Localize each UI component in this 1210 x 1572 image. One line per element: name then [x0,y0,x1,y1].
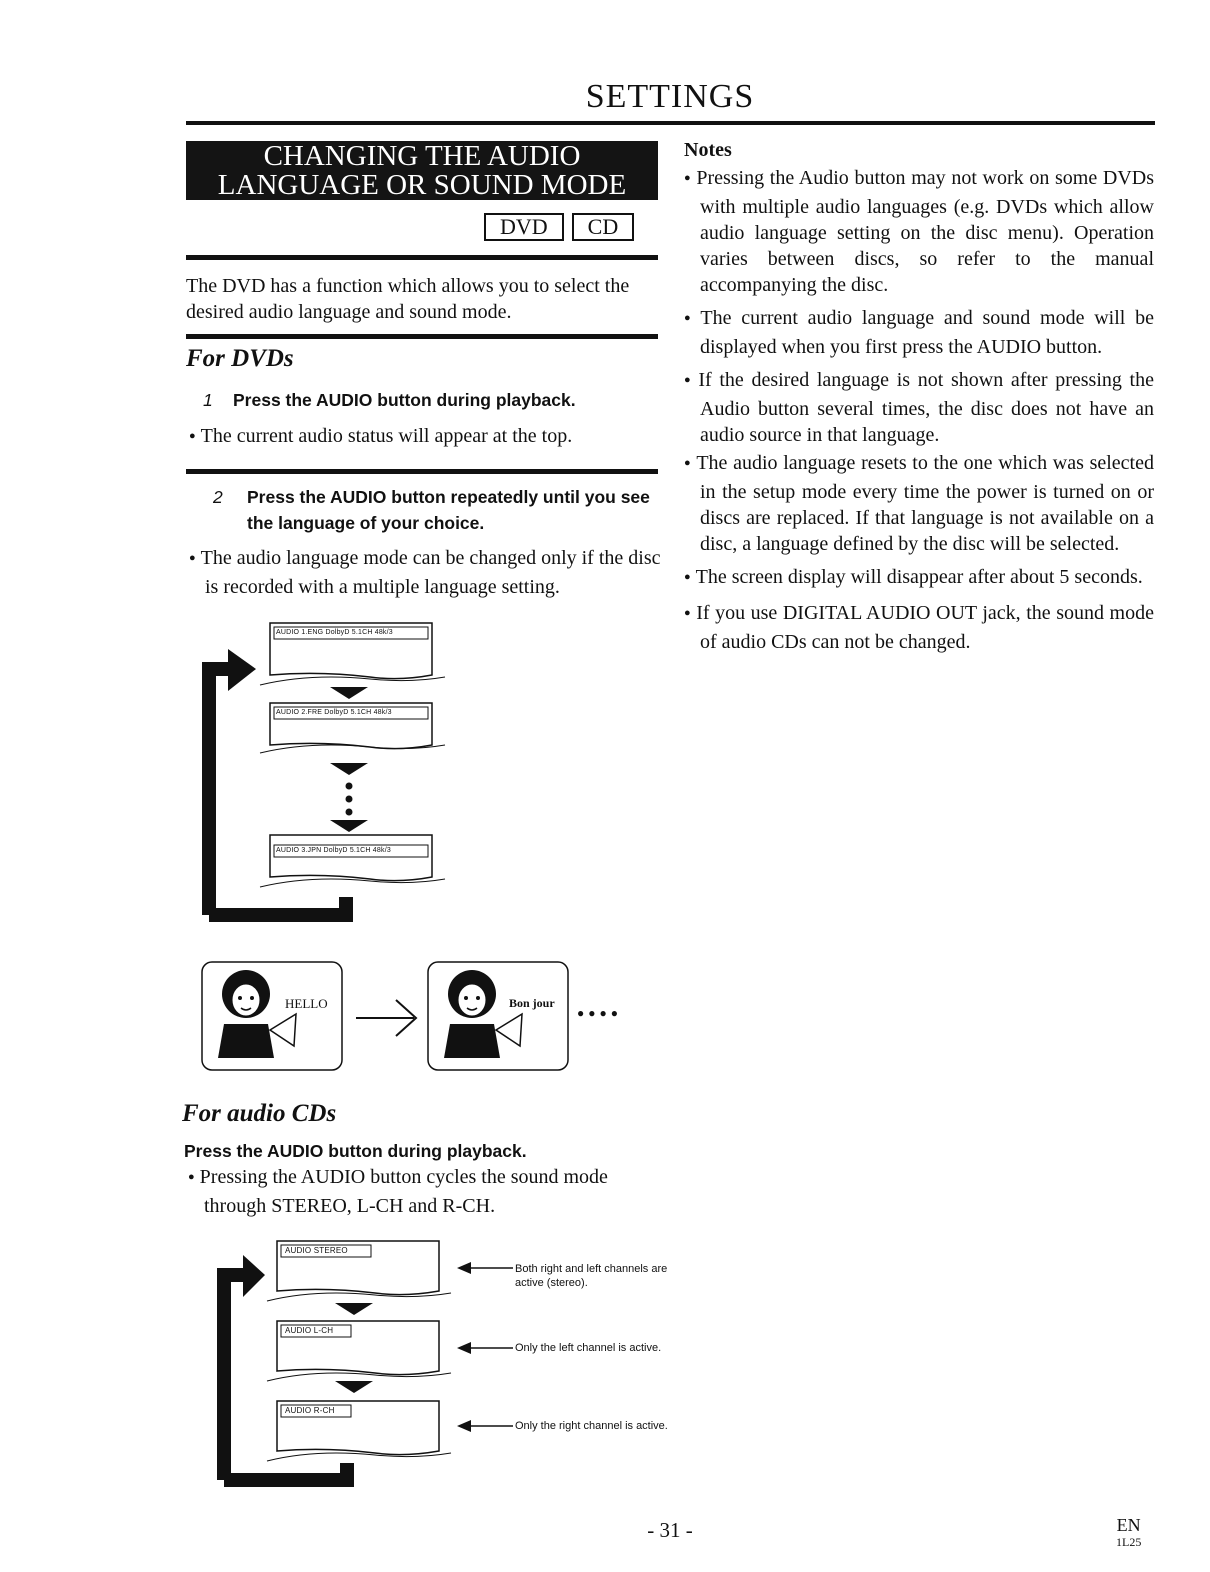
continuation-dot [346,783,353,790]
step-2-number: 2 [213,487,223,507]
ellipsis-dots: ●●●● [577,1006,622,1020]
page-title: SETTINGS [585,78,755,115]
banner-line-1: CHANGING THE AUDIO [263,140,581,172]
dvd-audio-cycle-diagram [200,615,460,935]
note-item: ● The screen display will disappear after about 5 seconds. [684,564,1154,593]
down-arrow-icon [335,1303,373,1315]
loop-line [224,1463,347,1480]
step-1-number: 1 [203,390,213,410]
loop-line [224,1275,243,1480]
callout-arrows [455,1258,515,1438]
intro-text: The DVD has a function which allows you to select the desired audio language and sound mode. [186,275,630,323]
cds-heading: For audio CDs [182,1100,337,1127]
footer-lang-code [1116,1517,1141,1551]
cd-bullet: ● Pressing the AUDIO button cycles the sound mode through STEREO, L-CH and R-CH. [188,1164,674,1219]
continuation-dot [346,809,353,816]
callout-lch: Only the left channel is active. [515,1342,662,1354]
step-2-text: Press the AUDIO button repeatedly until you see the language of your choice. [247,487,650,533]
down-arrow-icon [330,763,368,775]
note-item: ● The current audio language and sound mode will be displayed when you first press the AUDIO button. [684,305,1154,360]
cd-step-text: Press the AUDIO button during playback. [184,1141,527,1161]
header-rule [186,121,1155,125]
left-arrow-icon [457,1262,513,1274]
dvds-heading: For DVDs [186,345,294,372]
osd-screen [260,835,445,887]
note-item: ● Pressing the Audio button may not work on some DVDs with multiple audio languages (e.g. DVDs which allow audio language setting on the disc menu). Operation varies between discs, so refer to the manual accompanying the disc. [684,165,1154,298]
speech-text-hello: HELLO [285,996,328,1011]
dvd-badge: DVD [484,213,564,241]
continuation-dot [346,796,353,803]
down-arrow-icon [335,1381,373,1393]
speech-text-bonjour: Bon jour [509,996,555,1010]
section-divider [186,334,658,339]
step-2-bullet: ● The audio language mode can be changed only if the disc is recorded with a multiple language setting. [189,545,677,600]
osd-text: AUDIO R-CH [285,1406,335,1415]
note-item: ● If the desired language is not shown after pressing the Audio button several times, the disc does not have an audio source in that language. [684,367,1154,448]
osd-text: AUDIO STEREO [285,1246,348,1255]
down-arrow-icon [330,687,368,699]
language-label: EN [1116,1515,1141,1535]
section-banner [186,141,658,200]
osd-text: AUDIO 1.ENG DolbyD 5.1CH 48k/3 [276,629,393,636]
cd-sound-mode-diagram [215,1235,455,1495]
cd-badge: CD [572,213,635,241]
page-number: - 31 - [647,1518,693,1542]
step-1-text: Press the AUDIO button during playback. [233,390,576,410]
callout-stereo: Both right and left channels are active (stereo). [515,1263,668,1289]
loop-line [209,897,346,915]
down-arrow-icon [330,820,368,832]
osd-text: AUDIO 3.JPN DolbyD 5.1CH 48k/3 [276,847,391,854]
step-1-bullet: ● The current audio status will appear at the top. [189,423,675,452]
banner-line-2: LANGUAGE OR SOUND MODE [217,169,627,201]
right-arrow-icon [356,1000,416,1036]
step-1 [203,387,673,413]
osd-text: AUDIO L-CH [285,1326,334,1335]
disc-type-badges [484,213,634,241]
loop-arrow-icon [243,1255,265,1297]
step-2 [213,484,665,536]
section-divider [186,255,658,260]
note-item: ● The audio language resets to the one which was selected in the setup mode every time the power is turned on or discs are replaced. If that language is not available on a disc, a language defined by the disc will be selected. [684,450,1154,557]
left-arrow-icon [457,1420,513,1432]
notes-section [684,137,1154,662]
osd-text: AUDIO 2.FRE DolbyD 5.1CH 48k/3 [276,709,392,716]
section-divider [186,469,658,474]
note-item: ● If you use DIGITAL AUDIO OUT jack, the sound mode of audio CDs can not be changed. [684,600,1154,655]
model-code: 1L25 [1116,1535,1142,1549]
callout-rch: Only the right channel is active. [515,1420,668,1432]
notes-title: Notes [684,139,732,161]
loop-arrow-icon [228,649,256,691]
speaker-illustration [200,958,640,1076]
left-arrow-icon [457,1342,513,1354]
loop-line [209,669,228,915]
